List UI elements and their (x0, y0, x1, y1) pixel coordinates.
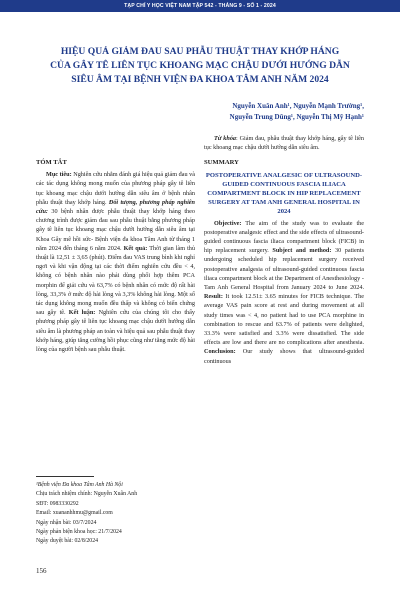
title-line: HIỆU QUẢ GIẢM ĐAU SAU PHẪU THUẬT THAY KHỚP HÁNG (60, 46, 340, 57)
abstract-heading: TÓM TẮT (36, 159, 67, 166)
objective-label: Objective: (214, 219, 242, 227)
email: Email: xuananhhmu@gmail.com (36, 510, 113, 517)
author-list (230, 101, 364, 122)
journal-header-text: TẠP CHÍ Y HỌC VIỆT NAM TẬP 542 - THÁNG 9 - SỐ 1 - 2024 (124, 3, 276, 9)
objective-text: Nghiên cứu nhằm đánh giá hiệu quả giảm đau và các tác dụng không mong muốn của phương pháp gây tê liên tục khoang mạc chậu dưới hướng dẫn siêu âm ở bệnh nhân phẫu thuật thay khớp háng. (36, 171, 195, 206)
abstract-paragraph (36, 170, 195, 354)
results-text: Thời gian làm thủ thuật là 12,51 ± 3,65 (phút). Điểm đau VAS trung bình khi nghỉ ngơi và khi vận động tại các thời điểm nghiên cứu đều < 4, không có bệnh nhân nào phải dùng phối hợp thêm PCA morphin để giải cứu và 63,7% có bệnh nhân có mức độ rất hài lòng, 33,3% ở mức độ hài lòng và 3,3% không hài lòng. Một số tác dụng không mong muốn đều thấp và không có biến chứng sau gây tê. (36, 244, 195, 317)
corresponding-author: Chịu trách nhiệm chính: Nguyễn Xuân Anh (36, 491, 138, 498)
english-title: POSTOPERATIVE ANALGESIC OF ULTRASOUND-GUIDED CONTINUOUS FASCIA ILIACA COMPARTMENT BLOCK IN HIP REPLACEMENT SURGERY AT TAM ANH GENERAL HOSPITAL IN 2024 (205, 171, 363, 216)
footnote (36, 476, 196, 547)
conclusion-label: Conclusion: (204, 348, 236, 356)
review-date: Ngày phản biện khoa học: 21/7/2024 (36, 529, 122, 536)
phone: SĐT: 0983330292 (36, 500, 79, 507)
results-label: Result: (204, 293, 223, 301)
english-abstract (204, 134, 364, 366)
title-line: SIÊU ÂM TẠI BỆNH VIỆN ĐA KHOA TÂM ANH NĂM 2024 (71, 74, 329, 85)
results-label: Kết quả: (121, 244, 148, 252)
received-date: Ngày nhận bài: 03/7/2024 (36, 519, 97, 526)
title-line: CỦA GÂY TÊ LIÊN TỤC KHOANG MẠC CHẬU DƯỚI HƯỚNG DẪN (50, 60, 350, 71)
author-line: Nguyễn Trung Dũng¹, Nguyễn Thị Mỹ Hạnh¹ (229, 112, 364, 121)
keywords-label: Từ khóa (214, 135, 237, 142)
keywords-text: : Giảm đau, phẫu thuật thay khớp háng, gây tê liên tục khoang mạc chậu dưới hướng dẫn siêu âm. (204, 135, 364, 152)
page-number: 156 (36, 567, 47, 575)
conclusion-text: Our study shows that ultrasound-guided continuous (204, 348, 364, 365)
conclusion-text: Nghiên cứu của chúng tôi cho thấy phương pháp gây tê liên tục khoang mạc chậu dưới hướng dẫn siêu âm là phương pháp an toàn và hiệu quả sau phẫu thuật thay khớp háng, giúp tăng cường hồi phục cũng như tăng mức độ hài lòng của người bệnh sau phẫu thuật. (36, 309, 195, 354)
keywords-paragraph (204, 134, 364, 152)
vietnamese-abstract (36, 158, 195, 354)
methods-text: 30 patients undergoing scheduled hip replacement surgery received postoperative analgesia of ultrasound-guided continuous fascia iliaca compartment block at the Department of Anesthesiology - Tam Anh General Hospital from January 2024 to June 2024. (204, 247, 364, 292)
accepted-date: Ngày duyệt bài: 02/8/2024 (36, 538, 98, 545)
results-text: It took 12.51± 3.65 minutes for FICB technique. The average VAS pain score at rest and during movement at all study times was < 4, no patient had to use PCA morphine in combination to rescue and 63.7% of patients were delighted, 33.3% were satisfied and 3.3% were dissatisfied. The side effects are low and there are no complications after anesthesia. (204, 293, 364, 347)
conclusion-label: Kết luận: (65, 309, 96, 317)
footnote-divider (36, 476, 94, 477)
author-line: Nguyễn Xuân Anh¹, Nguyễn Mạnh Trường¹, (232, 102, 364, 110)
article-title (40, 45, 360, 87)
objective-text: The aim of the study was to evaluate the postoperative analgesic effect and the side effects of ultrasound-guided continuous fascia iliaca compartment block (FICB) in hip replacement surgery. (204, 219, 364, 255)
objective-label: Mục tiêu: (46, 171, 72, 179)
methods-label: Đối tượng, phương pháp nghiên cứu: (36, 198, 195, 216)
summary-heading: SUMMARY (204, 159, 239, 167)
methods-label: Subject and method: (268, 247, 332, 255)
summary-paragraph (204, 219, 364, 366)
journal-header-bar (0, 0, 400, 12)
methods-text: 30 bệnh nhân được phẫu thuật thay khớp háng theo chương trình được giảm đau sau phẫu thuật bằng phương pháp gây tê liên tục khoang mạc chậu dưới hướng dẫn siêu âm tại Khoa Gây mê hồi sức- Bệnh viện đa khoa Tâm Anh từ tháng 1 năm 2024 đến tháng 6 năm 2024. (36, 208, 195, 252)
affiliation: ¹Bệnh viện Đa khoa Tâm Anh Hà Nội (36, 482, 123, 488)
